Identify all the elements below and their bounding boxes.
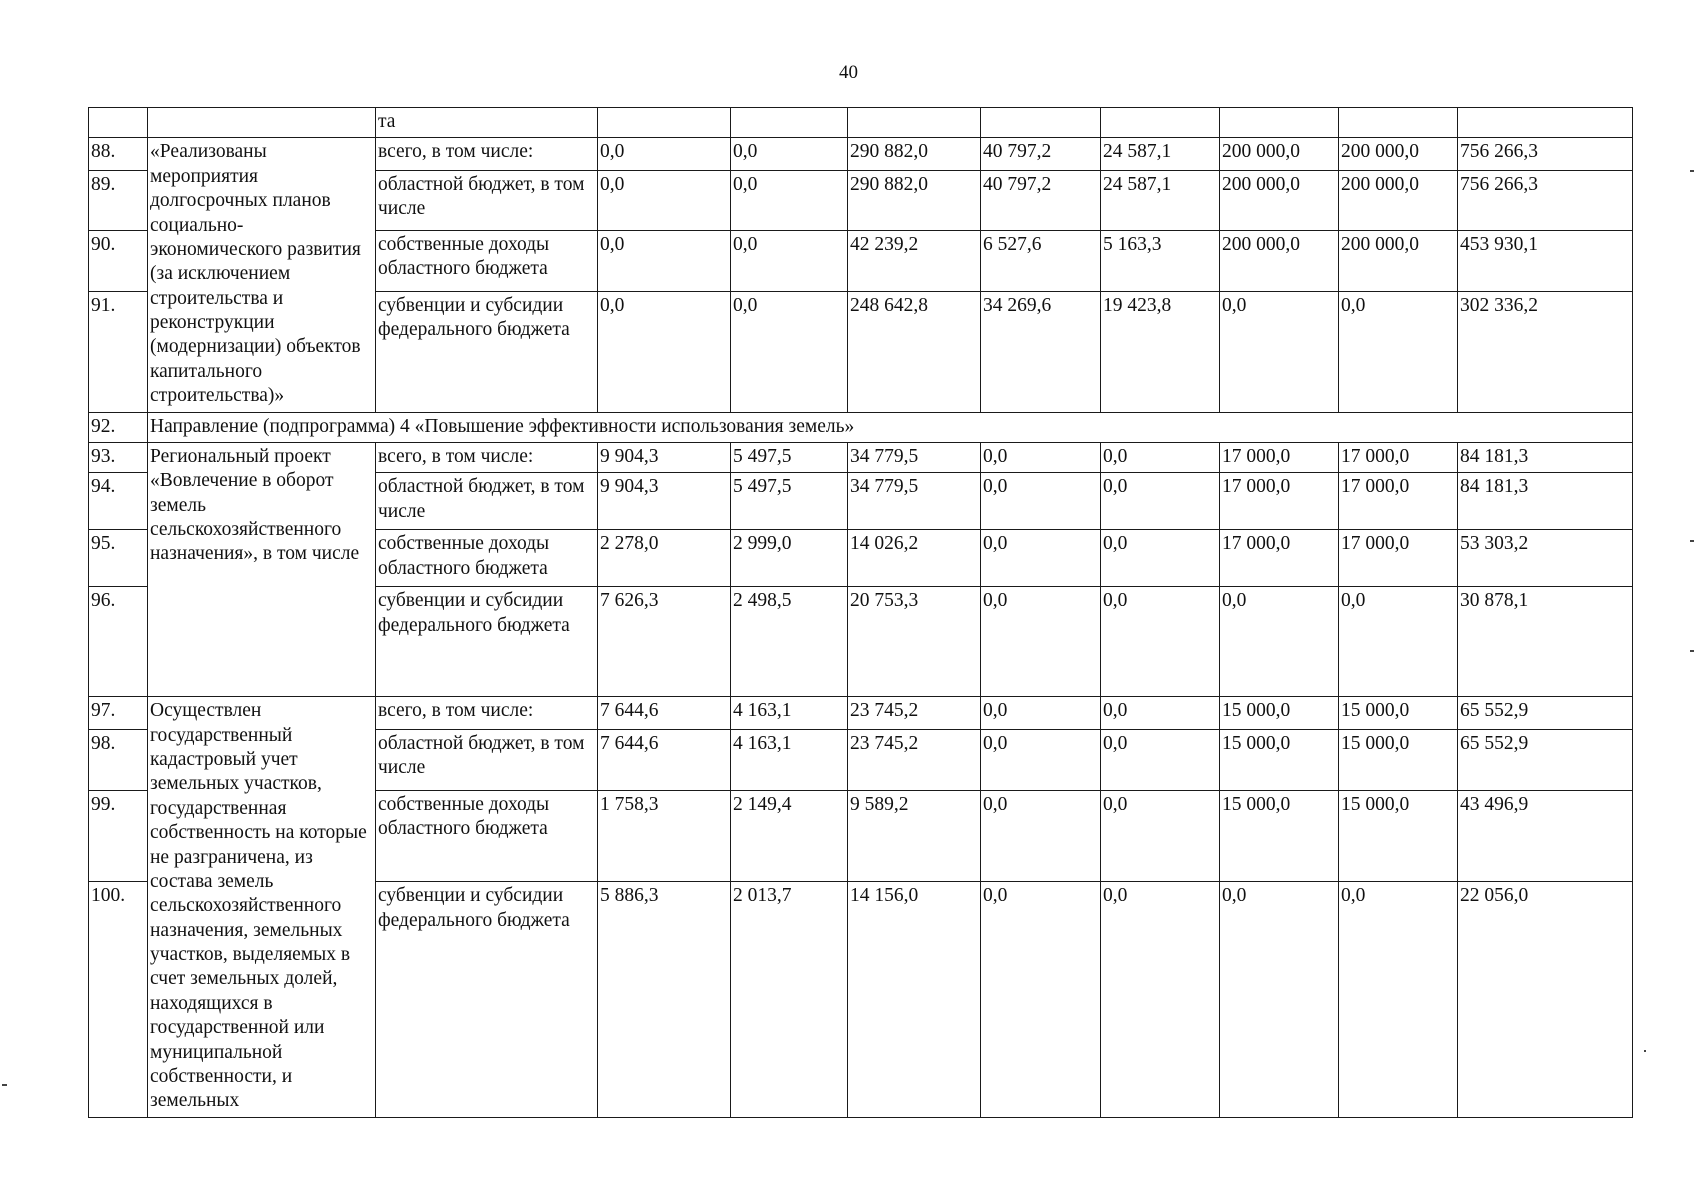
value-cell: 5 497,5: [731, 442, 848, 472]
value-cell: [1220, 108, 1339, 138]
value-cell: 0,0: [981, 791, 1101, 882]
value-cell: 9 904,3: [598, 473, 731, 530]
row-number-cell: 88.: [89, 138, 148, 170]
value-cell: 23 745,2: [848, 729, 981, 790]
funding-source-cell: областной бюджет, в том числе: [376, 170, 598, 230]
value-cell: 9 589,2: [848, 791, 981, 882]
scan-edge-mark: [1690, 650, 1694, 652]
value-cell: 53 303,2: [1458, 530, 1633, 587]
page-number: 40: [839, 62, 858, 83]
value-cell: 0,0: [981, 729, 1101, 790]
value-cell: 0,0: [731, 170, 848, 230]
value-cell: 0,0: [1101, 697, 1220, 730]
table-row: [89, 108, 1633, 138]
value-cell: 65 552,9: [1458, 697, 1633, 730]
value-cell: 756 266,3: [1458, 138, 1633, 170]
value-cell: 7 644,6: [598, 697, 731, 730]
section-title: Направление (подпрограмма) 4 «Повышение эффективности использования земель»: [148, 412, 1633, 442]
value-cell: 24 587,1: [1101, 138, 1220, 170]
value-cell: [1339, 108, 1458, 138]
description-cell: Региональный проект «Вовлечение в оборот земель сельскохозяйственного назначения», в том числе: [148, 442, 376, 696]
value-cell: 302 336,2: [1458, 291, 1633, 412]
value-cell: 17 000,0: [1339, 473, 1458, 530]
value-cell: 22 056,0: [1458, 882, 1633, 1117]
value-cell: 290 882,0: [848, 170, 981, 230]
scan-edge-mark: [2, 1084, 7, 1086]
description-cell: Осуществлен государственный кадастровый учет земельных участков, государственная собственность на которые не разграничена, из состава земель сельскохозяйственного назначения, земельных участков, выделяемых в счет земельных долей, находящихся в государственной или муниципальной собственности, и земельных: [148, 697, 376, 1117]
row-number-cell: 100.: [89, 882, 148, 1117]
value-cell: 453 930,1: [1458, 231, 1633, 291]
value-cell: 19 423,8: [1101, 291, 1220, 412]
value-cell: 200 000,0: [1339, 170, 1458, 230]
value-cell: 15 000,0: [1220, 697, 1339, 730]
scan-edge-mark: [1690, 170, 1694, 172]
scan-edge-mark: [1644, 1050, 1646, 1052]
row-number-cell: 93.: [89, 442, 148, 472]
row-number-cell: 91.: [89, 291, 148, 412]
value-cell: 17 000,0: [1339, 442, 1458, 472]
table-row: [89, 412, 1633, 442]
value-cell: 5 497,5: [731, 473, 848, 530]
value-cell: 2 278,0: [598, 530, 731, 587]
value-cell: 200 000,0: [1339, 231, 1458, 291]
description-cell: [148, 108, 376, 138]
value-cell: 0,0: [981, 587, 1101, 697]
scan-edge-mark: [1690, 540, 1694, 542]
table-row: [89, 442, 1633, 472]
value-cell: 43 496,9: [1458, 791, 1633, 882]
value-cell: [731, 108, 848, 138]
value-cell: 84 181,3: [1458, 442, 1633, 472]
value-cell: 40 797,2: [981, 170, 1101, 230]
value-cell: 34 269,6: [981, 291, 1101, 412]
funding-source-cell: собственные доходы областного бюджета: [376, 530, 598, 587]
value-cell: 9 904,3: [598, 442, 731, 472]
value-cell: 200 000,0: [1220, 231, 1339, 291]
value-cell: 0,0: [981, 442, 1101, 472]
value-cell: 15 000,0: [1220, 729, 1339, 790]
value-cell: 0,0: [981, 530, 1101, 587]
value-cell: 40 797,2: [981, 138, 1101, 170]
value-cell: 4 163,1: [731, 729, 848, 790]
value-cell: 200 000,0: [1339, 138, 1458, 170]
value-cell: [848, 108, 981, 138]
value-cell: 6 527,6: [981, 231, 1101, 291]
value-cell: 0,0: [1339, 587, 1458, 697]
value-cell: 84 181,3: [1458, 473, 1633, 530]
value-cell: 2 498,5: [731, 587, 848, 697]
value-cell: 0,0: [1101, 530, 1220, 587]
value-cell: 17 000,0: [1220, 530, 1339, 587]
value-cell: 4 163,1: [731, 697, 848, 730]
value-cell: 0,0: [598, 138, 731, 170]
value-cell: 0,0: [598, 231, 731, 291]
value-cell: 0,0: [981, 882, 1101, 1117]
funding-source-cell: областной бюджет, в том числе: [376, 473, 598, 530]
value-cell: 756 266,3: [1458, 170, 1633, 230]
value-cell: 34 779,5: [848, 442, 981, 472]
value-cell: 14 026,2: [848, 530, 981, 587]
funding-source-cell: всего, в том числе:: [376, 697, 598, 730]
value-cell: 0,0: [731, 138, 848, 170]
value-cell: 15 000,0: [1339, 729, 1458, 790]
value-cell: 0,0: [1101, 473, 1220, 530]
value-cell: 0,0: [981, 473, 1101, 530]
value-cell: 0,0: [1220, 291, 1339, 412]
value-cell: 15 000,0: [1339, 791, 1458, 882]
funding-source-cell: субвенции и субсидии федерального бюджета: [376, 291, 598, 412]
row-number-cell: 96.: [89, 587, 148, 697]
row-number-cell: 89.: [89, 170, 148, 230]
value-cell: 17 000,0: [1339, 530, 1458, 587]
value-cell: 0,0: [1101, 442, 1220, 472]
row-number-cell: 94.: [89, 473, 148, 530]
value-cell: 30 878,1: [1458, 587, 1633, 697]
value-cell: 0,0: [1220, 882, 1339, 1117]
value-cell: 290 882,0: [848, 138, 981, 170]
value-cell: 0,0: [598, 291, 731, 412]
value-cell: 34 779,5: [848, 473, 981, 530]
value-cell: 65 552,9: [1458, 729, 1633, 790]
value-cell: 248 642,8: [848, 291, 981, 412]
value-cell: 7 626,3: [598, 587, 731, 697]
row-number-cell: 98.: [89, 729, 148, 790]
value-cell: 17 000,0: [1220, 473, 1339, 530]
value-cell: 5 163,3: [1101, 231, 1220, 291]
value-cell: 42 239,2: [848, 231, 981, 291]
value-cell: 0,0: [1101, 791, 1220, 882]
value-cell: 1 758,3: [598, 791, 731, 882]
value-cell: 200 000,0: [1220, 170, 1339, 230]
description-cell: «Реализованы мероприятия долгосрочных планов социально-экономического развития (за исключением строительства и реконструкции (модернизации) объектов капитального строительства)»: [148, 138, 376, 412]
funding-source-cell: областной бюджет, в том числе: [376, 729, 598, 790]
value-cell: 0,0: [1101, 729, 1220, 790]
value-cell: 20 753,3: [848, 587, 981, 697]
funding-source-cell: субвенции и субсидии федерального бюджета: [376, 882, 598, 1117]
value-cell: 0,0: [981, 697, 1101, 730]
value-cell: 14 156,0: [848, 882, 981, 1117]
table-row: [89, 697, 1633, 730]
value-cell: 0,0: [1101, 587, 1220, 697]
value-cell: 15 000,0: [1220, 791, 1339, 882]
value-cell: 0,0: [1101, 882, 1220, 1117]
value-cell: 2 149,4: [731, 791, 848, 882]
row-number-cell: [89, 108, 148, 138]
value-cell: [981, 108, 1101, 138]
value-cell: 200 000,0: [1220, 138, 1339, 170]
funding-source-cell: собственные доходы областного бюджета: [376, 791, 598, 882]
row-number-cell: 92.: [89, 412, 148, 442]
funding-source-cell: субвенции и субсидии федерального бюджета: [376, 587, 598, 697]
funding-source-cell: та: [376, 108, 598, 138]
value-cell: 17 000,0: [1220, 442, 1339, 472]
funding-source-cell: собственные доходы областного бюджета: [376, 231, 598, 291]
value-cell: 0,0: [731, 231, 848, 291]
budget-table: [88, 107, 1633, 1118]
funding-source-cell: всего, в том числе:: [376, 138, 598, 170]
value-cell: 0,0: [1339, 291, 1458, 412]
value-cell: [1101, 108, 1220, 138]
row-number-cell: 99.: [89, 791, 148, 882]
value-cell: 0,0: [1220, 587, 1339, 697]
table-row: [89, 138, 1633, 170]
value-cell: 0,0: [598, 170, 731, 230]
funding-source-cell: всего, в том числе:: [376, 442, 598, 472]
value-cell: 2 999,0: [731, 530, 848, 587]
row-number-cell: 90.: [89, 231, 148, 291]
value-cell: [1458, 108, 1633, 138]
value-cell: 7 644,6: [598, 729, 731, 790]
row-number-cell: 95.: [89, 530, 148, 587]
value-cell: [598, 108, 731, 138]
value-cell: 15 000,0: [1339, 697, 1458, 730]
value-cell: 24 587,1: [1101, 170, 1220, 230]
value-cell: 2 013,7: [731, 882, 848, 1117]
value-cell: 0,0: [1339, 882, 1458, 1117]
row-number-cell: 97.: [89, 697, 148, 730]
value-cell: 5 886,3: [598, 882, 731, 1117]
value-cell: 23 745,2: [848, 697, 981, 730]
value-cell: 0,0: [731, 291, 848, 412]
